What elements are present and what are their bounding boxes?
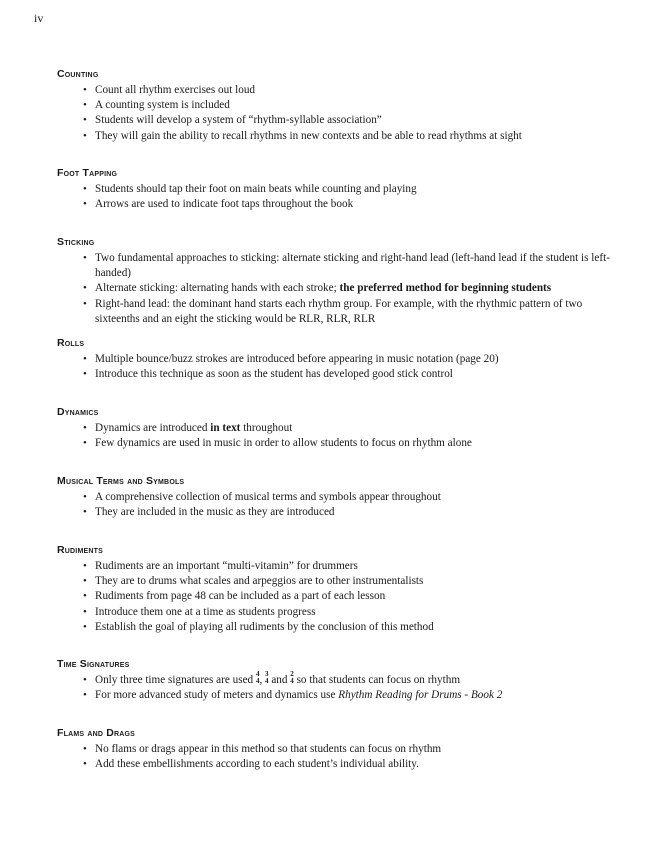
list-item: • Introduce them one at a time as students progress: [83, 605, 617, 620]
section-heading: Time Signatures: [57, 658, 130, 670]
list-item: [83, 670, 617, 688]
list-item: • Right-hand lead: the dominant hand starts each rhythm group. For example, with the rhythmic pattern of two sixteenths and an eight the sticking would be RLR, RLR, RLR: [83, 297, 617, 327]
list-item: • They will gain the ability to recall rhythms in new contexts and be able to read rhythms at sight: [83, 129, 617, 144]
bullet-list: [57, 182, 617, 212]
item-bold-text: in text: [210, 422, 241, 434]
section-counting: [57, 68, 617, 144]
bullet-list: [57, 559, 617, 635]
bullet-list: [57, 421, 617, 451]
item-text: For more advanced study of meters and dynamics use: [95, 689, 339, 702]
item-text: and: [268, 674, 291, 686]
ts-bottom: 4: [290, 677, 294, 686]
list-item: • A counting system is included: [83, 98, 617, 113]
item-text: Alternate sticking: alternating hands with each stroke;: [95, 282, 340, 295]
list-item: • Rudiments from page 48 can be included as a part of each lesson: [83, 589, 617, 604]
list-item: • Multiple bounce/buzz strokes are introduced before appearing in music notation (page 20): [83, 352, 617, 367]
section-time-signatures: [57, 658, 617, 703]
list-item: [83, 281, 617, 296]
section-heading: Rolls: [57, 337, 85, 349]
bullet-list: [57, 742, 617, 772]
section-dynamics: [57, 406, 617, 451]
list-item: [83, 688, 617, 703]
list-item: • Students should tap their foot on main beats while counting and playing: [83, 182, 617, 197]
ts-bottom: 4: [255, 677, 260, 686]
item-bold-text: the preferred method for beginning students: [339, 282, 552, 295]
list-item: • Few dynamics are used in music in order to allow students to focus on rhythm alone: [83, 436, 617, 451]
section-heading: Sticking: [57, 236, 95, 248]
bullet-list: [57, 83, 617, 144]
section-sticking: [57, 236, 617, 327]
list-item: • Add these embellishments according to each student’s individual ability.: [83, 757, 617, 772]
section-heading: Rudiments: [57, 544, 103, 556]
ts-top: 2: [290, 670, 294, 679]
ts-bottom: 4: [265, 677, 269, 686]
item-text: Only three time signatures are used: [95, 674, 256, 686]
list-item: [83, 421, 617, 436]
section-rolls: [57, 337, 617, 382]
section-rudiments: [57, 544, 617, 635]
item-text: so that students can focus on rhythm: [293, 674, 461, 686]
list-item: • No flams or drags appear in this method so that students can focus on rhythm: [83, 742, 617, 757]
ts-top: 3: [265, 670, 269, 679]
bullet-list: [57, 490, 617, 520]
list-item: • Count all rhythm exercises out loud: [83, 83, 617, 98]
book-title: Rhythm Reading for Drums - Book 2: [338, 689, 503, 702]
section-foot-tapping: [57, 167, 617, 212]
bullet-list: [57, 670, 617, 703]
bullet-list: [57, 251, 617, 327]
list-item: • Students will develop a system of “rhythm-syllable association”: [83, 113, 617, 128]
section-flams-drags: [57, 727, 617, 772]
bullet-list: [57, 352, 617, 382]
page-number: iv: [34, 11, 44, 25]
item-text: Dynamics are introduced: [95, 422, 211, 434]
section-heading: Dynamics: [57, 406, 99, 418]
list-item: • They are to drums what scales and arpeggios are to other instrumentalists: [83, 574, 617, 589]
section-heading: Counting: [57, 68, 99, 80]
list-item: • Two fundamental approaches to sticking: alternate sticking and right-hand lead (left-hand lead if the student is left-handed): [83, 251, 617, 281]
list-item: • They are included in the music as they are introduced: [83, 505, 617, 520]
section-heading: Musical Terms and Symbols: [57, 475, 185, 487]
item-text: ,: [259, 674, 266, 686]
section-heading: Flams and Drags: [57, 727, 136, 739]
list-item: • Establish the goal of playing all rudiments by the conclusion of this method: [83, 620, 617, 635]
section-musical-terms: [57, 475, 617, 520]
list-item: • A comprehensive collection of musical terms and symbols appear throughout: [83, 490, 617, 505]
list-item: • Rudiments are an important “multi-vitamin” for drummers: [83, 559, 617, 574]
list-item: • Introduce this technique as soon as the student has developed good stick control: [83, 367, 617, 382]
item-text: throughout: [240, 422, 293, 434]
section-heading: Foot Tapping: [57, 167, 118, 179]
list-item: • Arrows are used to indicate foot taps throughout the book: [83, 197, 617, 212]
ts-top: 4: [255, 670, 260, 679]
